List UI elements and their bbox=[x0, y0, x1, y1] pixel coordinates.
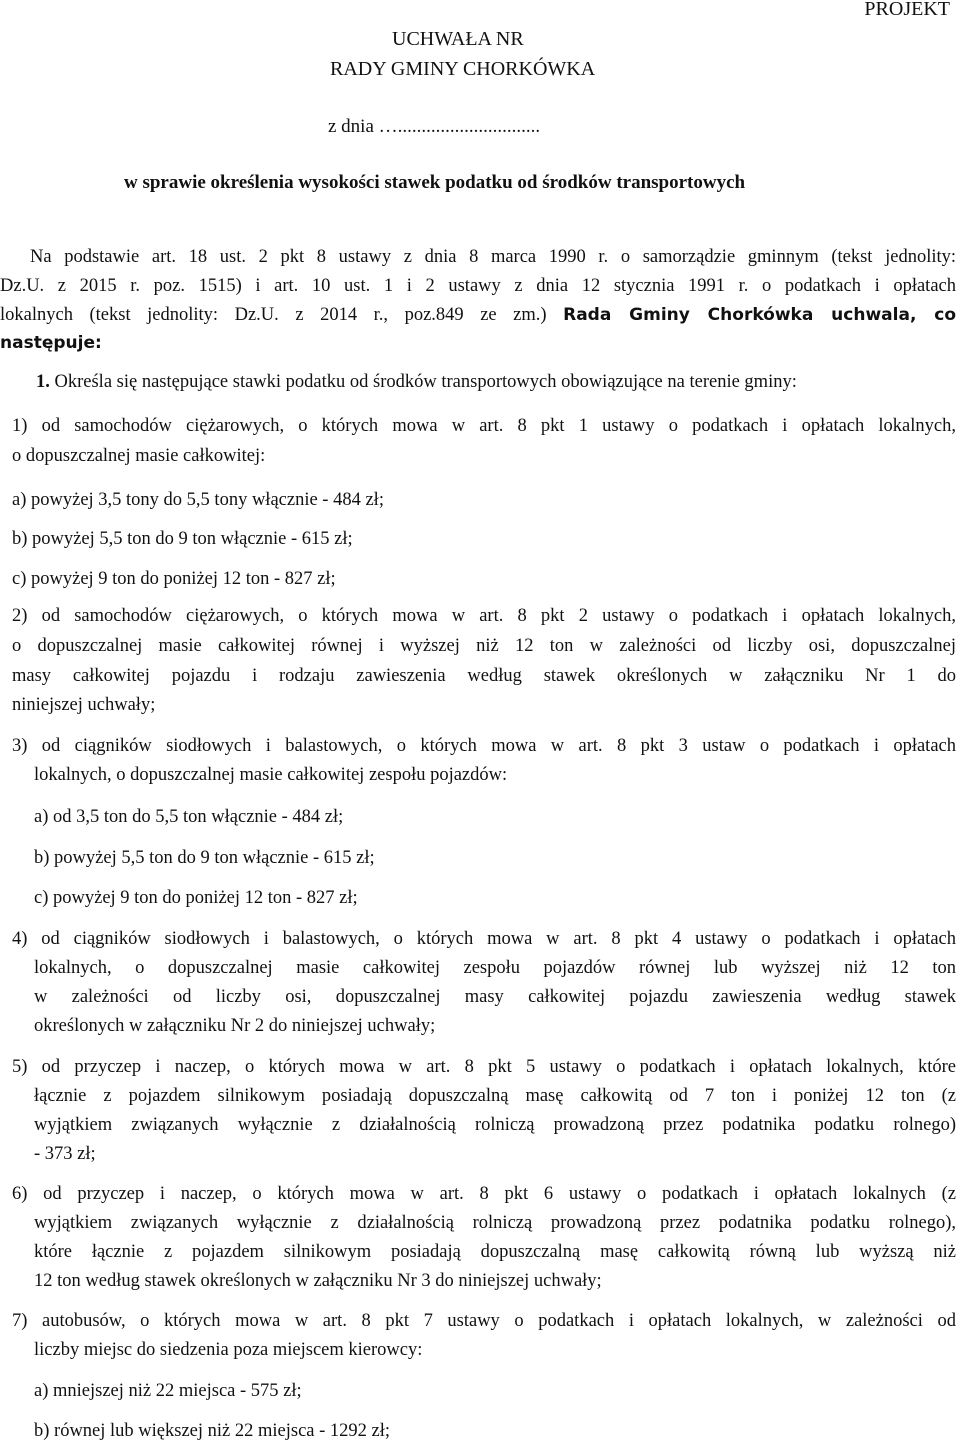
preamble-decision: Rada Gminy Chorkówka uchwala, co bbox=[563, 305, 956, 325]
item-7-line-1: 7) autobusów, o których mowa w art. 8 pkt 7 ustawy o podatkach i opłatach lokalnych, w zależności od bbox=[12, 1311, 956, 1331]
item-1-rate-b: b) powyżej 5,5 ton do 9 ton włącznie - 615 zł; bbox=[12, 529, 353, 549]
item-3-line-1: 3) od ciągników siodłowych i balastowych, o których mowa w art. 8 pkt 3 ustaw o podatkach i opłatach bbox=[12, 736, 956, 756]
item-6-line-2: wyjątkiem związanych wyłącznie z działalnością rolniczą prowadzoną przez podatnika podatku rolnego), bbox=[34, 1213, 956, 1233]
item-1-line-2: o dopuszczalnej masie całkowitej: bbox=[12, 446, 266, 466]
item-5-line-3: wyjątkiem związanych wyłącznie z działalnością rolniczą prowadzoną przez podatnika podatku rolnego) bbox=[34, 1115, 956, 1135]
item-1-rate-c: c) powyżej 9 ton do poniżej 12 ton - 827 zł; bbox=[12, 569, 336, 589]
item-3-line-2: lokalnych, o dopuszczalnej masie całkowitej zespołu pojazdów: bbox=[34, 765, 508, 785]
item-3-rate-c: c) powyżej 9 ton do poniżej 12 ton - 827 zł; bbox=[34, 888, 358, 908]
item-6-line-1: 6) od przyczep i naczep, o których mowa w art. 8 pkt 6 ustawy o podatkach i opłatach lokalnych (z bbox=[12, 1184, 956, 1204]
item-3-rate-b: b) powyżej 5,5 ton do 9 ton włącznie - 615 zł; bbox=[34, 848, 375, 868]
preamble-line-2: Dz.U. z 2015 r. poz. 1515) i art. 10 ust. 1 i 2 ustawy z dnia 12 stycznia 1991 r. o podatkach i opłatach bbox=[0, 276, 956, 296]
item-3-rate-a: a) od 3,5 ton do 5,5 ton włącznie - 484 zł; bbox=[34, 807, 344, 827]
item-5-line-2: łącznie z pojazdem silnikowym posiadają dopuszczalną masę całkowitą od 7 ton i poniżej 12 ton (z bbox=[34, 1086, 956, 1106]
council-name: RADY GMINY CHORKÓWKA bbox=[330, 58, 596, 80]
item-2-line-1: 2) od samochodów ciężarowych, o których mowa w art. 8 pkt 2 ustawy o podatkach i opłatach lokalnych, bbox=[12, 606, 956, 626]
section-text: Określa się następujące stawki podatku od środków transportowych obowiązujące na terenie gminy: bbox=[54, 372, 797, 392]
preamble-legal-basis: lokalnych (tekst jednolity: Dz.U. z 2014 r., poz.849 ze zm.) bbox=[0, 305, 547, 325]
item-2-line-2: o dopuszczalnej masie całkowitej równej i wyższej niż 12 ton w zależności od liczby osi, dopuszczalnej bbox=[12, 636, 956, 656]
item-2-line-3: masy całkowitej pojazdu i rodzaju zawieszenia według stawek określonych w załączniku Nr 1 do bbox=[12, 666, 956, 686]
date-line: z dnia ….............................. bbox=[328, 116, 541, 137]
item-5-line-1: 5) od przyczep i naczep, o których mowa w art. 8 pkt 5 ustawy o podatkach i opłatach lokalnych, które bbox=[12, 1057, 956, 1077]
resolution-subject: w sprawie określenia wysokości stawek podatku od środków transportowych bbox=[124, 172, 746, 193]
item-7-rate-a: a) mniejszej niż 22 miejsca - 575 zł; bbox=[34, 1381, 302, 1401]
item-4-line-3: w zależności od liczby osi, dopuszczalnej masy całkowitej pojazdu zawieszenia według stawek bbox=[34, 987, 956, 1007]
item-1-rate-a: a) powyżej 3,5 tony do 5,5 tony włącznie - 484 zł; bbox=[12, 490, 384, 510]
section-1-intro bbox=[20, 370, 797, 394]
item-5-line-4: - 373 zł; bbox=[34, 1144, 96, 1164]
item-7-rate-b: b) równej lub większej niż 22 miejsca - 1292 zł; bbox=[34, 1421, 391, 1441]
item-6-line-3: które łącznie z pojazdem silnikowym posiadają dopuszczalną masę całkowitą równą lub wyższą niż bbox=[34, 1242, 956, 1262]
projekt-label: PROJEKT bbox=[864, 0, 950, 20]
item-4-line-4: określonych w załączniku Nr 2 do niniejszej uchwały; bbox=[34, 1016, 436, 1036]
preamble-line-1: Na podstawie art. 18 ust. 2 pkt 8 ustawy z dnia 8 marca 1990 r. o samorządzie gminnym (tekst jednolity: bbox=[30, 247, 956, 267]
item-2-line-4: niniejszej uchwały; bbox=[12, 695, 156, 715]
resolution-title: UCHWAŁA NR bbox=[392, 28, 524, 50]
item-4-line-2: lokalnych, o dopuszczalnej masie całkowitej zespołu pojazdów równej lub wyższej niż 12 ton bbox=[34, 958, 956, 978]
section-number: 1. bbox=[36, 372, 50, 392]
paragraph-sign-icon bbox=[20, 386, 36, 387]
preamble-line-4: następuje: bbox=[0, 333, 102, 353]
item-4-line-1: 4) od ciągników siodłowych i balastowych, o których mowa w art. 8 pkt 4 ustawy o podatkach i opłatach bbox=[12, 929, 956, 949]
item-7-line-2: liczby miejsc do siedzenia poza miejscem kierowcy: bbox=[34, 1340, 423, 1360]
item-6-line-4: 12 ton według stawek określonych w załączniku Nr 3 do niniejszej uchwały; bbox=[34, 1271, 602, 1291]
item-1-line-1: 1) od samochodów ciężarowych, o których mowa w art. 8 pkt 1 ustawy o podatkach i opłatach lokalnych, bbox=[12, 416, 956, 436]
preamble-line-3 bbox=[0, 303, 956, 327]
